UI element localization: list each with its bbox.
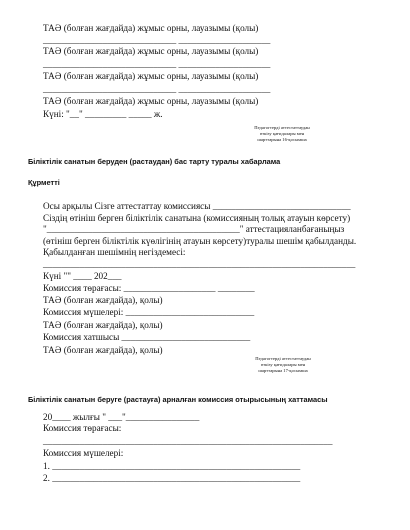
body-line: Осы арқылы Сізге аттестаттау комиссиясы ______________________________ <box>43 201 351 211</box>
body-line: ТАӘ (болған жағдайда), қолы) <box>43 320 163 330</box>
body-line: 1. ______________________________________________________ <box>43 461 301 471</box>
section-title: Біліктілік санатын беруге (растауға) арналған комиссия отырысының хаттамасы <box>28 395 328 404</box>
body-line: (өтініш берген біліктілік күөлігінің атауын көрсету)туралы шешім қабылданды. <box>43 236 357 246</box>
body-line: Комиссия хатшысы ____________________________ <box>43 332 251 342</box>
body-line: ТАӘ (болған жағдайда), қолы) <box>43 295 163 305</box>
body-line: ____________________________________________________________________ <box>43 259 356 269</box>
signature-line: _____________________________ ____________________ <box>43 84 271 94</box>
signature-caption: ТАӘ (болған жағдайда) жұмыс орны, лауазымы (қолы) <box>43 46 259 56</box>
body-line: 2. ______________________________________________________ <box>43 473 301 483</box>
annex-note-line: Педагогтерді аттестаттаудан <box>254 125 310 130</box>
body-line: Комиссия мүшелері: ____________________________ <box>43 307 255 317</box>
body-line: ТАӘ (болған жағдайда), қолы) <box>43 345 163 355</box>
body-line: 20____ жылғы " ___"________________ <box>43 412 200 422</box>
annex-note-line: шарттарына 17-қосымша <box>258 368 308 374</box>
signature-caption: ТАӘ (болған жағдайда) жұмыс орны, лауазымы (қолы) <box>43 23 259 33</box>
signature-caption: ТАӘ (болған жағдайда) жұмыс орны, лауазымы (қолы) <box>43 96 259 106</box>
annex-note-line: шарттарына 16-қосымша <box>257 137 307 143</box>
annex-note-line: өткізу қағидалары мен <box>259 131 305 137</box>
annex-note <box>232 125 332 144</box>
signature-line: _____________________________ ____________________ <box>43 59 271 69</box>
signature-caption: ТАӘ (болған жағдайда) жұмыс орны, лауазымы (қолы) <box>43 71 259 81</box>
body-line: Күні "" ____ 202___ <box>43 271 122 281</box>
body-line: Сіздің өтініш берген біліктілік санатына (комиссияның толық атауын көрсету) <box>43 213 351 223</box>
annex-note-line: өткізу қағидалары мен <box>260 362 306 368</box>
body-line: Комиссия мүшелері: <box>43 448 124 458</box>
signature-line: _____________________________ ____________________ <box>43 35 271 45</box>
body-line: Комиссия төрағасы: ____________________ ________ <box>43 283 255 293</box>
body-line: Қабылданған шешімнің негіздемесі: <box>43 247 186 257</box>
salutation: Құрметті <box>28 178 60 187</box>
annex-note-line: Педагогтерді аттестаттаудан <box>255 356 311 361</box>
annex-note <box>233 356 333 375</box>
body-line: Комиссия төрағасы: <box>43 423 122 433</box>
section-title: Біліктілік санатын беруден (растаудан) бас тарту туралы хабарлама <box>28 157 281 166</box>
body-line: "__________________________________________" аттестацияланбағаныңыз <box>43 224 345 234</box>
date-line: Күні: "__" _________ _____ ж. <box>43 109 163 119</box>
body-line: _______________________________________________________________ <box>43 436 333 446</box>
